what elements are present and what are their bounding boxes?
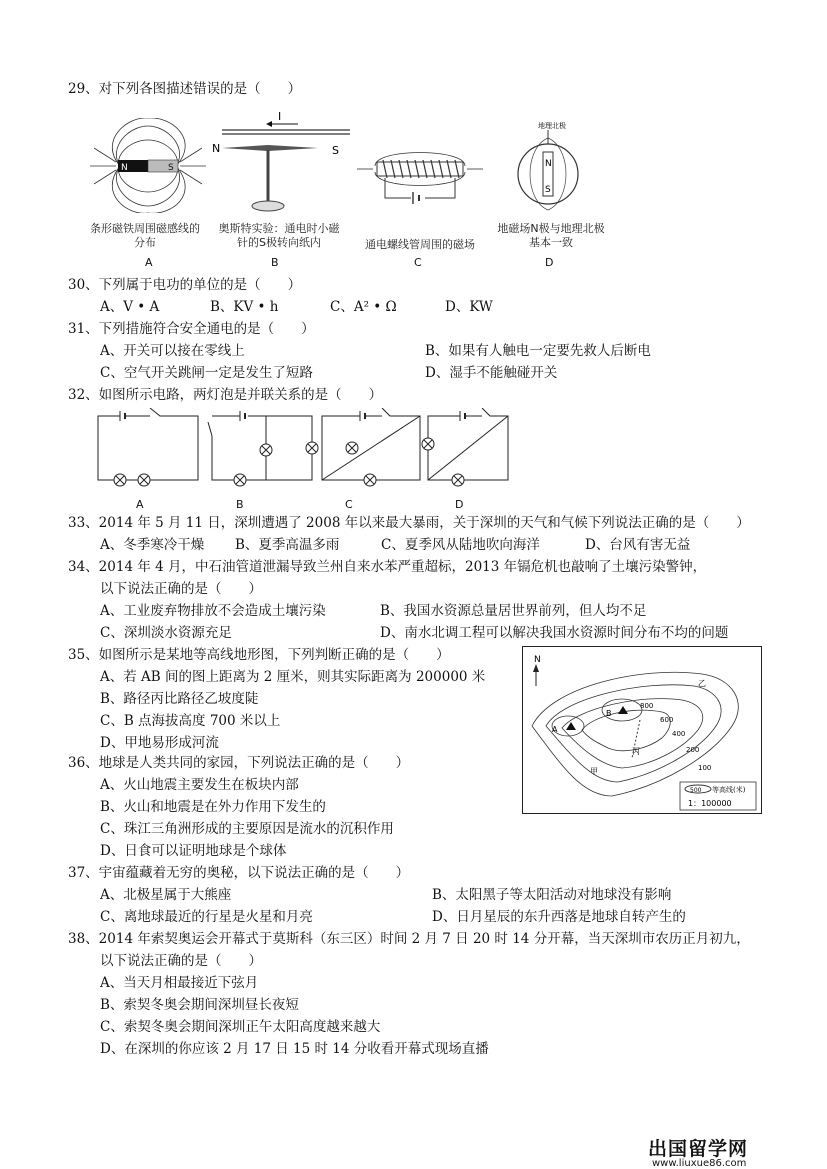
q32-stem: 32、如图所示电路，两灯泡是并联关系的是（ ） [68,387,383,403]
q29-letter-c: C [414,256,422,269]
q35-option-d: D、甲地易形成河流 [100,735,219,751]
q35-option-c: C、B 点海拔高度 700 米以上 [100,713,281,729]
current-label: I [278,110,282,123]
q34-option-a: A、工业废弃物排放不会造成土壤污染 [100,603,326,619]
q29-caption-b: 奥斯特实验：通电时小磁针的S极转向纸内 [218,222,340,249]
q30-option-a: A、V • A [100,299,160,315]
q36-stem: 36、地球是人类共同的家园，下列说法正确的是（ ） [68,755,410,771]
north-label: N [534,655,541,665]
q33-option-d: D、台风有害无益 [585,537,691,553]
watermark-url: www.liuxue86.com [652,1158,747,1169]
q32-letter-a: A [136,498,144,511]
q29-caption-d: 地磁场N极与地理北极基本一致 [497,222,605,249]
q31-stem: 31、下列措施符合安全通电的是（ ） [68,321,315,337]
q33-option-c: C、夏季风从陆地吹向海洋 [381,537,540,553]
yi-label: 乙 [698,679,706,688]
jia-label: 甲 [590,767,598,776]
watermark-name: 出国留学网 [648,1138,749,1160]
q30-option-c: C、A² • Ω [330,299,397,315]
q32-circuits [90,408,510,496]
circuit-d [422,408,508,486]
q34-option-c: C、深圳淡水资源充足 [100,625,232,641]
q32-letter-d: D [455,498,464,511]
q30-stem: 30、下列属于电功的单位的是（ ） [68,277,302,293]
q36-option-d: D、日食可以证明地球是个球体 [100,843,287,859]
q36-option-c: C、珠江三角洲形成的主要原因是流水的沉积作用 [100,821,394,837]
q36-option-a: A、火山地震主要发生在板块内部 [100,777,299,793]
contour-600: 600 [660,716,674,724]
site-watermark-logo [648,1134,749,1169]
legend-value: 500 [690,787,702,794]
bing-label: 丙 [632,747,640,756]
q29-figure-d [510,118,590,218]
contour-100: 100 [698,764,712,772]
q29-figure-a [88,118,208,213]
q31-option-b: B、如果有人触电一定要先救人后断电 [425,343,651,359]
q37-option-a: A、北极星属于大熊座 [100,887,232,903]
q38-stem-2: 以下说法正确的是（ ） [100,953,262,969]
q29-caption-a: 条形磁铁周围磁感线的分布 [90,222,200,249]
contour-400: 400 [672,730,686,738]
contour-map [522,646,762,814]
q38-option-d: D、在深圳的你应该 2 月 17 日 15 时 14 分收看开幕式现场直播 [100,1041,489,1057]
circuit-c [322,408,420,486]
point-b-label: B [606,709,612,718]
map-scale: 1：100000 [688,799,732,808]
q35-stem: 35、如图所示是某地等高线地形图，下列判断正确的是（ ） [68,647,450,663]
q30-option-b: B、KV • h [210,299,279,315]
q31-option-a: A、开关可以接在零线上 [100,343,245,359]
magnet-n-label: N [121,163,128,173]
q37-option-c: C、离地球最近的行星是火星和月亮 [100,909,313,925]
contour-800: 800 [640,702,654,710]
q31-option-c: C、空气开关跳闸一定是发生了短路 [100,365,313,381]
q29-letter-b: B [271,256,279,269]
earth-magnet-n: N [545,159,552,169]
q33-option-b: B、夏季高温多雨 [235,537,340,553]
q34-stem-2: 以下说法正确的是（ ） [100,581,262,597]
q34-stem: 34、2014 年 4 月，中石油管道泄漏导致兰州自来水苯严重超标，2013 年镉危机也敲响了土壤污染警钟， [68,559,707,575]
q34-option-b: B、我国水资源总量居世界前列，但人均不足 [380,603,647,619]
q29-letter-d: D [545,256,554,269]
q35-option-a: A、若 AB 间的图上距离为 2 厘米，则其实际距离为 200000 米 [100,669,486,685]
q37-stem: 37、宇宙蕴藏着无穷的奥秘，以下说法正确的是（ ） [68,865,410,881]
legend-contour: 等高线(米) [712,786,746,794]
q35-option-b: B、路径丙比路径乙坡度陡 [100,691,259,707]
q33-option-a: A、冬季寒冷干燥 [100,537,205,553]
q38-option-b: B、索契冬奥会期间深圳昼长夜短 [100,997,299,1013]
q38-stem: 38、2014 年索契奥运会开幕式于莫斯科（东三区）时间 2 月 7 日 20 时 14 分开幕，当天深圳市农历正月初九， [68,931,750,947]
circuit-a [98,408,198,486]
q32-letter-c: C [345,498,353,511]
q29-figure-b [208,110,358,220]
q36-option-b: B、火山和地震是在外力作用下发生的 [100,799,326,815]
q33-stem: 33、2014 年 5 月 11 日，深圳遭遇了 2008 年以来最大暴雨，关于深圳的天气和气候下列说法正确的是（ ） [68,515,750,531]
q29-caption-c: 通电螺线管周围的磁场 [365,238,475,251]
q34-option-d: D、南水北调工程可以解决我国水资源时间分布不均的问题 [380,625,729,641]
q29-letter-a: A [145,256,153,269]
needle-n-label: N [212,142,221,155]
q30-option-d: D、KW [445,299,493,315]
point-a-label: A [552,725,558,734]
q37-option-b: B、太阳黑子等太阳活动对地球没有影响 [432,887,672,903]
q29-figure-c [355,138,485,208]
needle-s-label: S [332,144,339,157]
q37-option-d: D、日月星辰的东升西落是地球自转产生的 [432,909,686,925]
q38-option-a: A、当天月相最接近下弦月 [100,975,259,991]
q32-letter-b: B [236,498,244,511]
q38-option-c: C、索契冬奥会期间深圳正午太阳高度越来越大 [100,1019,381,1035]
earth-magnet-s: S [545,185,551,195]
geographic-north-label: 地理北极 [538,122,566,130]
q29-stem: 29、对下列各图描述错误的是（ ） [68,81,302,97]
q31-option-d: D、湿手不能触碰开关 [425,365,558,381]
circuit-b [208,411,318,486]
contour-200: 200 [686,746,700,754]
magnet-s-label: S [168,163,174,173]
